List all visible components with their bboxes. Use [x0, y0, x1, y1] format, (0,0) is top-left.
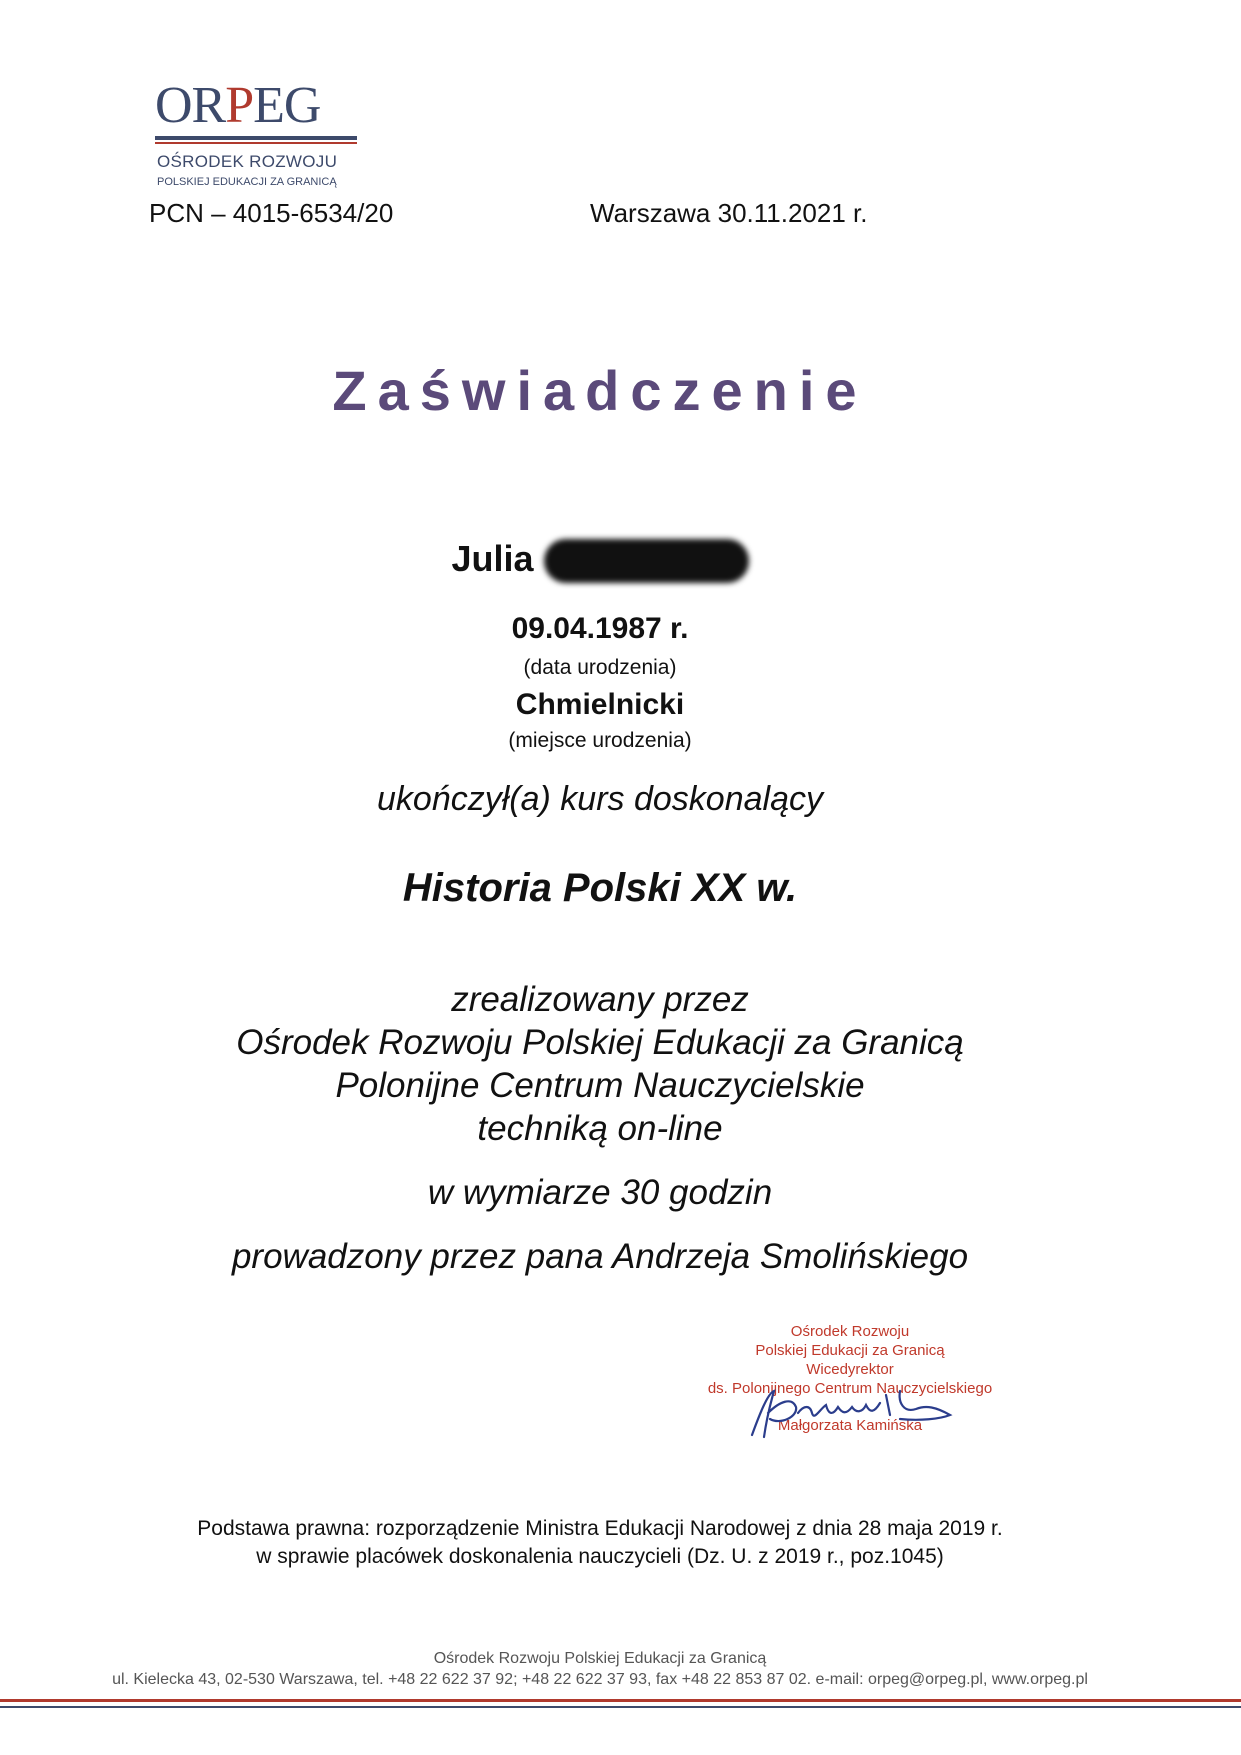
- stamp-line2: Polskiej Edukacji za Granicą: [755, 1342, 945, 1359]
- place-of-birth: Chmielnicki: [515, 688, 685, 721]
- place-of-birth-label: (miejsce urodzenia): [508, 729, 692, 752]
- document-title: Zaświadczenie: [332, 359, 868, 422]
- orpeg-logo: [155, 77, 365, 195]
- stamp-line1: Ośrodek Rozwoju: [790, 1323, 910, 1340]
- course-teacher: prowadzony przez pana Andrzeja Smolińskiego: [231, 1237, 969, 1276]
- logo-wordmark: [155, 77, 365, 134]
- first-name: Julia: [451, 538, 534, 579]
- logo-name-line2: POLSKIEJ EDUKACJI ZA GRANICĄ: [157, 176, 337, 188]
- handwritten-signature: [740, 1383, 980, 1443]
- logo-word-part2: EG: [253, 77, 321, 134]
- footer-org-name: Ośrodek Rozwoju Polskiej Edukacji za Granicą: [433, 1650, 767, 1667]
- logo-word-accent: P: [225, 77, 254, 134]
- stamp-line4: ds. Polonijnego Centrum Nauczycielskiego: [707, 1380, 993, 1397]
- place-date: Warszawa 30.11.2021 r.: [590, 198, 868, 228]
- date-of-birth: 09.04.1987 r.: [511, 612, 689, 645]
- date-of-birth-label: (data urodzenia): [523, 656, 677, 679]
- logo-rule-navy: [155, 136, 357, 140]
- legal-basis-line2: w sprawie placówek doskonalenia nauczycieli (Dz. U. z 2019 r., poz.1045): [256, 1545, 944, 1568]
- completed-statement: ukończył(a) kurs doskonalący: [377, 780, 823, 818]
- org-line-4: techniką on-line: [477, 1109, 723, 1148]
- reference-number: PCN – 4015-6534/20: [149, 198, 394, 228]
- footer-contact: ul. Kielecka 43, 02-530 Warszawa, tel. +48 22 622 37 92; +48 22 622 37 93, fax +48 22 853 87 02. e-mail: orpeg@orpeg.pl, www.orpeg.pl: [112, 1671, 1088, 1688]
- logo-word-part1: OR: [155, 77, 226, 134]
- course-name: Historia Polski XX w.: [402, 866, 798, 910]
- signature-stroke: [752, 1391, 950, 1437]
- person-name: [0, 538, 1200, 583]
- redacted-surname: [544, 539, 749, 583]
- logo-name-line1: OŚRODEK ROZWOJU: [157, 152, 338, 171]
- org-line-2: Ośrodek Rozwoju Polskiej Edukacji za Granicą: [236, 1023, 964, 1062]
- footer-rule-navy: [0, 1706, 1241, 1708]
- org-line-3: Polonijne Centrum Nauczycielskie: [335, 1066, 865, 1105]
- legal-basis-line1: Podstawa prawna: rozporządzenie Ministra Edukacji Narodowej z dnia 28 maja 2019 r.: [197, 1517, 1003, 1540]
- course-hours: w wymiarze 30 godzin: [427, 1173, 773, 1212]
- footer-rule-red: [0, 1699, 1241, 1702]
- stamp-line5: Małgorzata Kamińska: [777, 1417, 923, 1434]
- stamp-line3: Wicedyrektor: [806, 1361, 894, 1378]
- logo-rule-red: [155, 142, 357, 144]
- org-line-1: zrealizowany przez: [451, 980, 749, 1019]
